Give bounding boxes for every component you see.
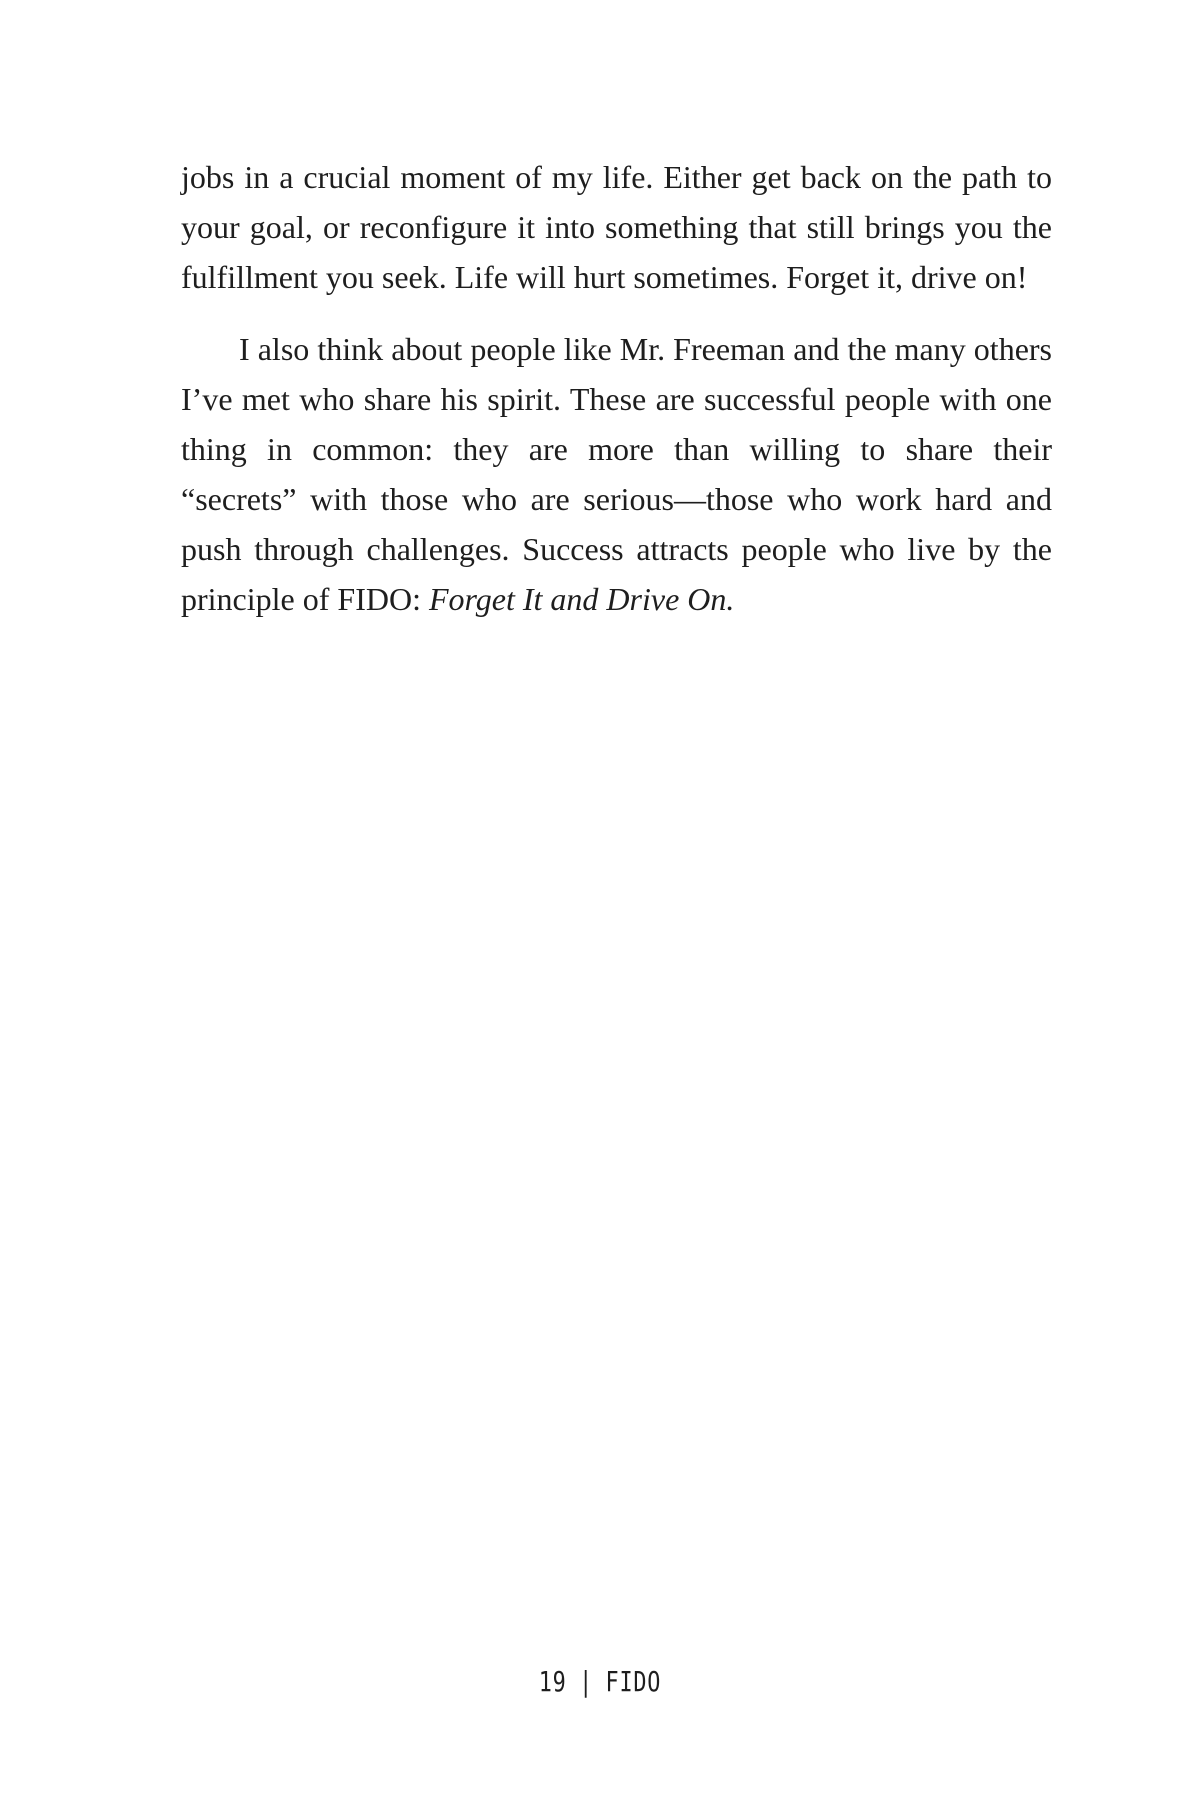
page-number: 19 [538, 1665, 567, 1698]
paragraph-continued: jobs in a crucial moment of my life. Either get back on the path to your goal, or reconfigure it into something that still brings you the fulfillment you seek. Life will hurt sometimes. Forget it, drive on! [181, 159, 1052, 295]
paragraph-freeman [181, 324, 1052, 624]
footer-separator: | [579, 1665, 594, 1698]
page-footer [132, 1665, 1068, 1698]
fido-motto: Forget It and Drive On. [428, 581, 735, 617]
body-text [181, 152, 1052, 624]
paragraph-freeman-text: I also think about people like Mr. Freeman and the many others I’ve met who share his spirit. These are successful people with one thing in common: they are more than willing to share their “secrets” with those who are serious—those who work hard and push through challenges. Success attracts people who live by the principle of FIDO: [181, 331, 1052, 617]
running-title: FIDO [605, 1665, 662, 1698]
